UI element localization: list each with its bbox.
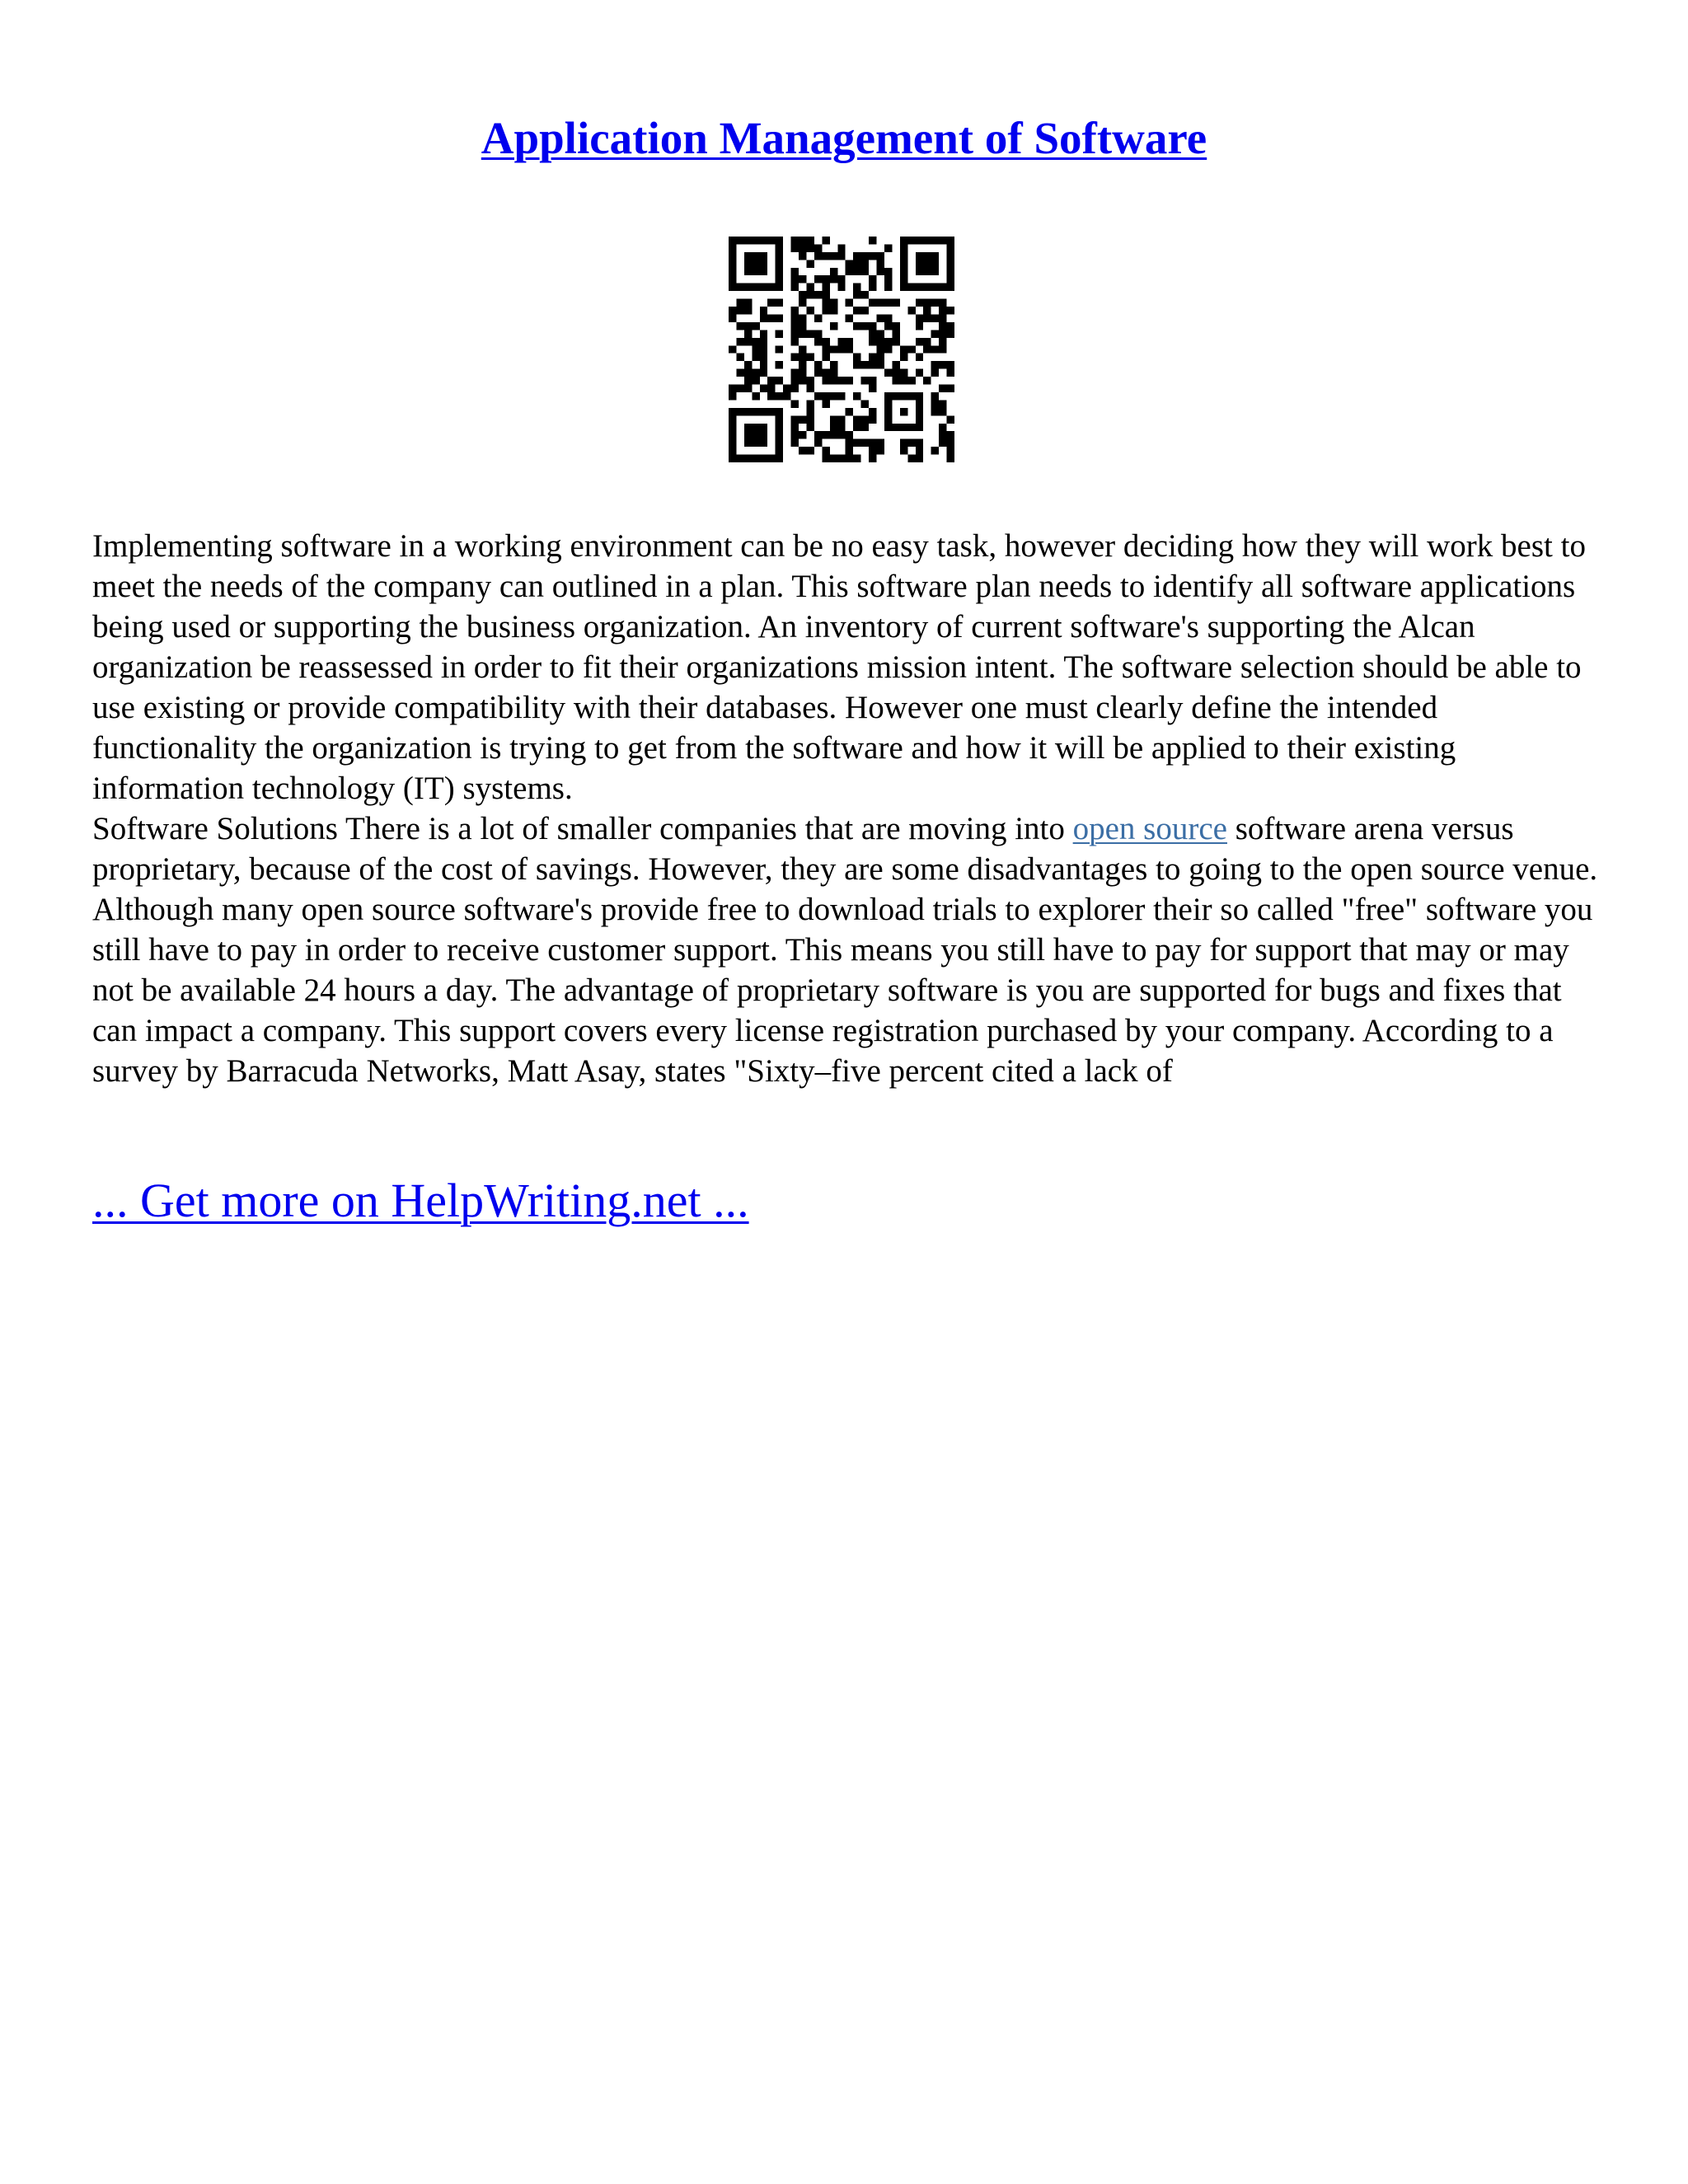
qr-code-icon bbox=[729, 237, 954, 462]
paragraph-2-text-start: Software Solutions There is a lot of smaller companies that are moving into bbox=[92, 811, 1073, 846]
document-title bbox=[0, 110, 1688, 167]
paragraph-2-text-end: software arena versus proprietary, because of the cost of savings. However, they are some disadvantages to going to the open source venue. Although many open source software's provide free to download trials to explorer their so called "free" software you still have to pay in order to receive customer support. This means you still have to pay for support that may or may not be available 24 hours a day. The advantage of proprietary software is you are supported for bugs and fixes that can impact a company. This support covers every license registration purchased by your company. According to a survey by Barracuda Networks, Matt Asay, states "Sixty–five percent cited a lack of bbox=[92, 811, 1598, 1089]
get-more-line bbox=[92, 1172, 749, 1230]
paragraph-1: Implementing software in a working environment can be no easy task, however deciding how they will work best to meet the needs of the company can outlined in a plan. This software plan needs to identify all software applications being used or supporting the business organization. An inventory of current software's supporting the Alcan organization be reassessed in order to fit their organizations mission intent. The software selection should be able to use existing or provide compatibility with their databases. However one must clearly define the intended functionality the organization is trying to get from the software and how it will be applied to their existing information technology (IT) systems. bbox=[92, 528, 1586, 806]
title-link[interactable]: Application Management of Software bbox=[481, 113, 1207, 163]
get-more-link[interactable]: ... Get more on HelpWriting.net ... bbox=[92, 1174, 749, 1227]
paragraph-2 bbox=[92, 808, 1609, 1091]
open-source-link[interactable]: open source bbox=[1072, 811, 1227, 846]
article-body bbox=[92, 526, 1609, 1091]
